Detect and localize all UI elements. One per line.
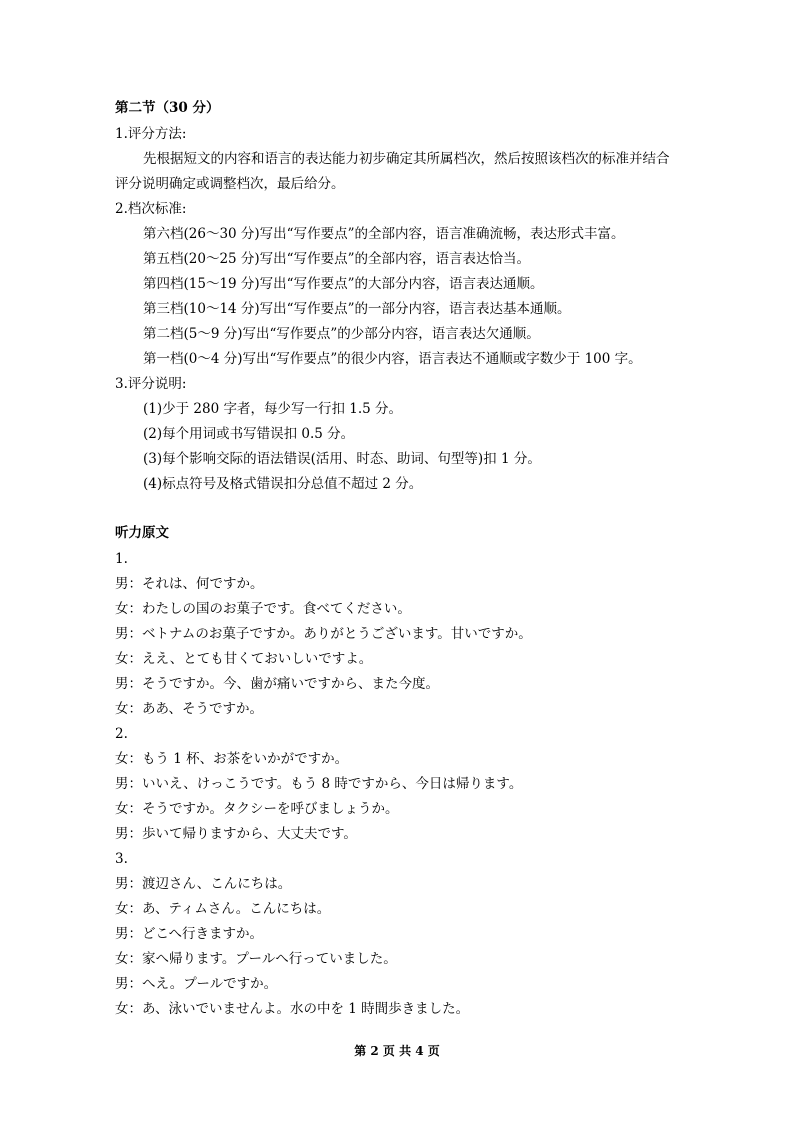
method-paragraph-line-1: 先根据短文的内容和语言的表达能力初步确定其所属档次，然后按照该档次的标准并结合 (143, 151, 670, 167)
dialogue-line: 女：ええ、とても甘くておいしいですよ。 (115, 651, 373, 667)
dialogue-line: 男：渡辺さん、こんにちは。 (115, 876, 292, 892)
level-item-2: 第二档(5～9 分)写出“写作要点”的少部分内容，语言表达欠通顺。 (143, 326, 540, 342)
dialogue-line: 男：へえ。プールですか。 (115, 976, 278, 992)
page-number-footer: 第 2 页 共 4 页 (354, 1044, 440, 1058)
dialogue-line: 男：どこへ行きますか。 (115, 926, 263, 942)
dialogue-line: 女：ああ、そうですか。 (115, 701, 263, 717)
dialogue-line: 男：それは、何ですか。 (115, 576, 264, 592)
dialogue-line: 女：そうですか。タクシーを呼びましょうか。 (115, 801, 399, 817)
dialogue-line: 女：わたしの国のお菓子です。食べてください。 (115, 601, 411, 617)
method-paragraph-line-2: 评分说明确定或调整档次，最后给分。 (115, 176, 345, 192)
dialogue-line: 女：もう 1 杯、お茶をいかがですか。 (115, 751, 349, 767)
note-item-2: (2)每个用词或书写错误扣 0.5 分。 (143, 426, 355, 442)
note-item-4: (4)标点符号及格式错误扣分总值不超过 2 分。 (143, 476, 423, 492)
dialogue-line: 男：いいえ、けっこうです。もう 8 時ですから、今日は帰ります。 (115, 776, 523, 792)
method-label: 1.评分方法: (115, 126, 187, 142)
level-item-1: 第一档(0～4 分)写出“写作要点”的很少内容，语言表达不通顺或字数少于 100 字。 (143, 351, 642, 367)
dialogue-line: 女：あ、ティムさん。こんにちは。 (115, 901, 331, 917)
dialogue-line: 男：歩いて帰りますから、大丈夫です。 (115, 826, 357, 842)
dialogue-line: 女：家へ帰ります。プールへ行っていました。 (115, 951, 397, 967)
dialogue-line: 女：あ、泳いでいませんよ。水の中を 1 時間歩きました。 (115, 1001, 470, 1017)
level-item-3: 第三档(10～14 分)写出“写作要点”的一部分内容，语言表达基本通顺。 (143, 301, 571, 317)
dialogue-number: 2. (115, 726, 128, 742)
levels-label: 2.档次标准: (115, 201, 187, 217)
dialogue-line: 男：そうですか。今、歯が痛いですから、また今度。 (115, 676, 439, 692)
listening-heading: 听力原文 (115, 525, 169, 541)
level-item-4: 第四档(15～19 分)写出“写作要点”的大部分内容，语言表达通顺。 (143, 276, 544, 292)
section-heading: 第二节（30 分） (115, 100, 220, 116)
note-item-3: (3)每个影响交际的语法错误(活用、时态、助词、句型等)扣 1 分。 (143, 451, 541, 467)
note-item-1: (1)少于 280 字者，每少写一行扣 1.5 分。 (143, 401, 403, 417)
dialogue-number: 3. (115, 851, 128, 867)
notes-label: 3.评分说明: (115, 376, 187, 392)
level-item-5: 第五档(20～25 分)写出“写作要点”的全部内容，语言表达恰当。 (143, 251, 530, 267)
level-item-6: 第六档(26～30 分)写出“写作要点”的全部内容，语言准确流畅，表达形式丰富。 (143, 226, 625, 242)
dialogue-number: 1. (115, 551, 128, 567)
dialogue-line: 男：ベトナムのお菓子ですか。ありがとうございます。甘いですか。 (115, 626, 532, 642)
